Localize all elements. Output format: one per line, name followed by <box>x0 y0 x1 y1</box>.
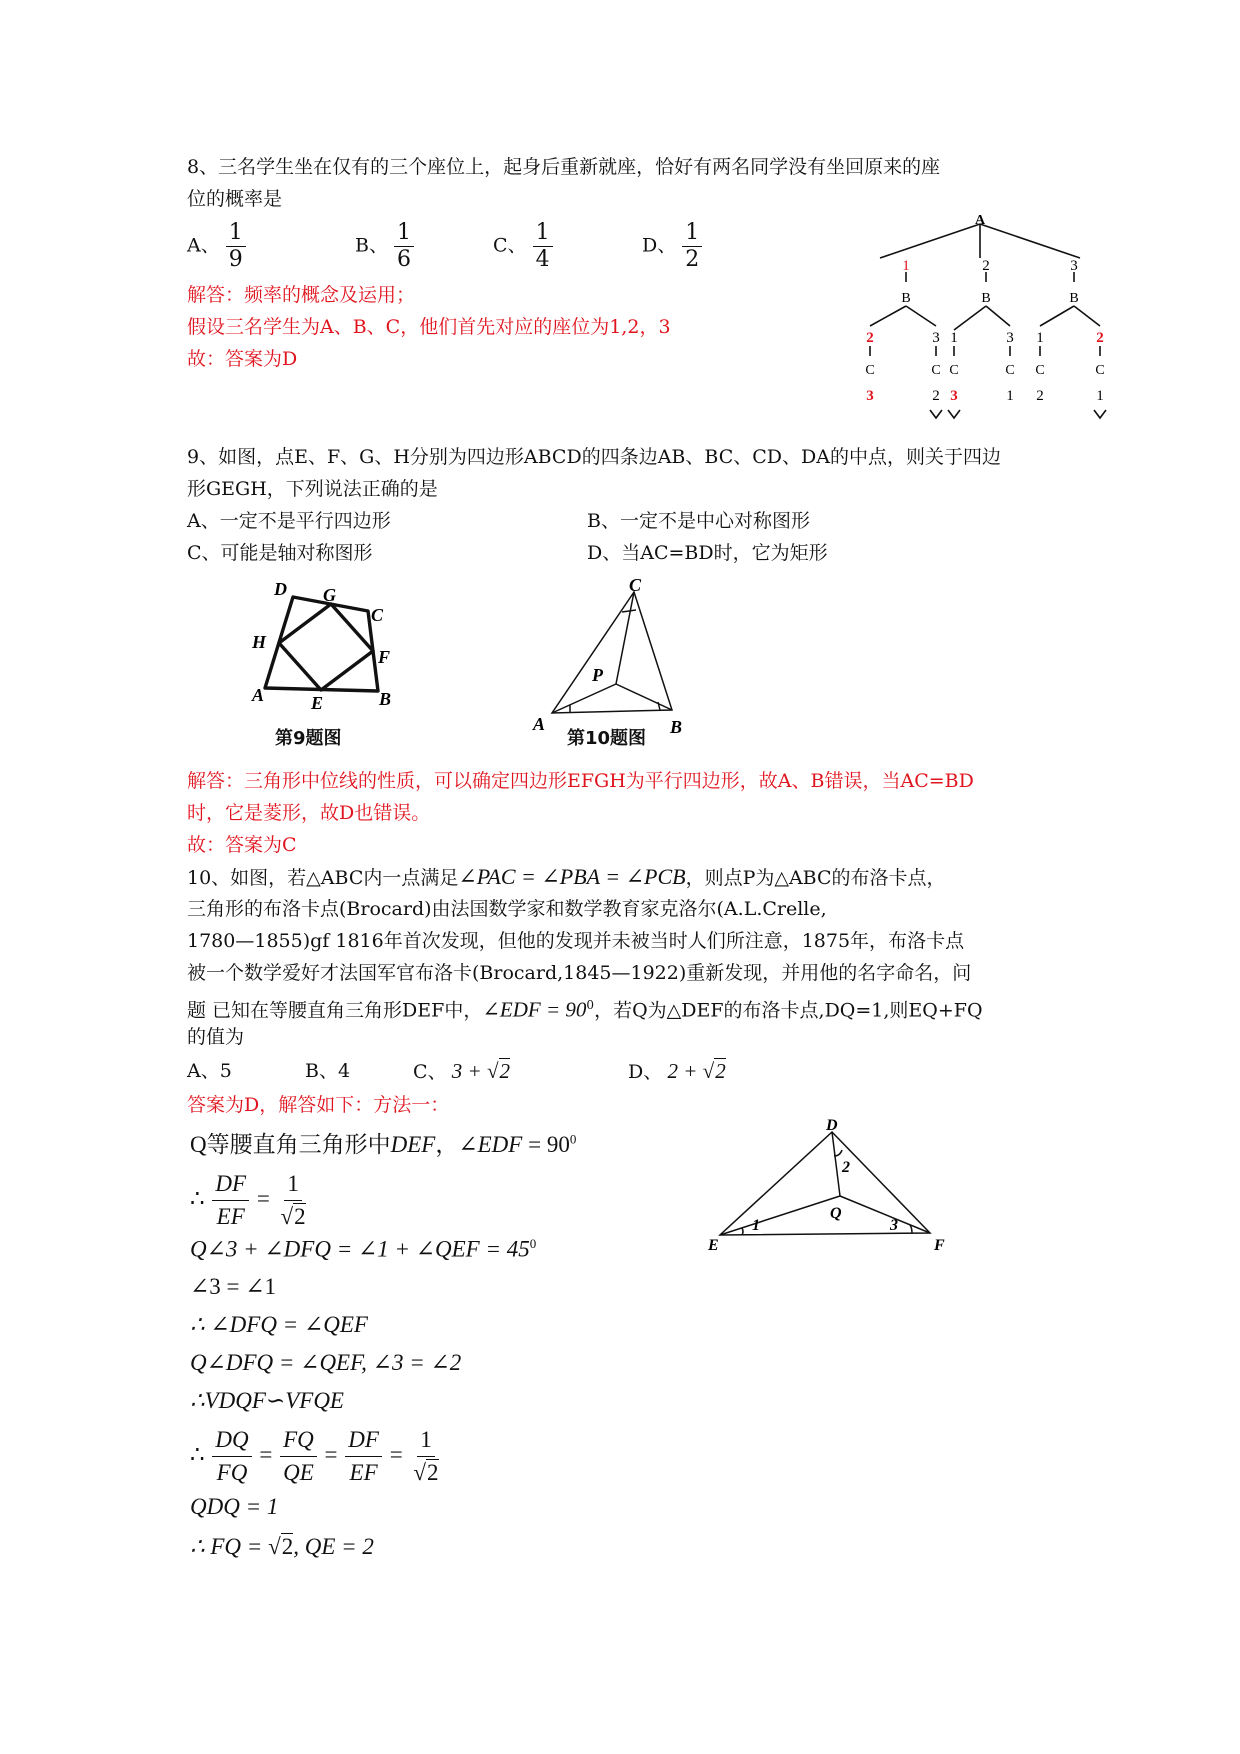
svg-text:1: 1 <box>752 1217 760 1234</box>
svg-text:A: A <box>533 714 546 734</box>
q8-tree-diagram <box>840 210 1130 425</box>
q10-text-line2: 三角形的布洛卡点(Brocard)由法国数学家和数学教育家克洛尔(A.L.Crelle, <box>187 898 827 920</box>
step-9: QDQ = 1 <box>190 1494 279 1519</box>
q9-text-line1: 9、如图，点E、F、G、H分别为四边形ABCD的四条边AB、BC、CD、DA的中点，则关于四边 <box>187 446 1001 468</box>
q9-answer-line3: 故：答案为C <box>187 834 297 856</box>
tree-l3-1: 3 <box>866 388 874 404</box>
q10-option-c: C、 3 + √2 <box>413 1059 510 1083</box>
q10-def-triangle-figure <box>700 1110 960 1260</box>
svg-text:G: G <box>323 585 336 605</box>
q10-text-line4: 被一个数学爱好才法国军官布洛卡(Brocard,1845—1922)重新发现，并用他的名字命名，问 <box>187 962 972 984</box>
step-8: ∴ $\frac{DQ}{FQ}$ = $\frac{FQ}{QE}$ = $\frac{DF}{EF}$ = $\frac{1}{√2}$ <box>190 1424 444 1489</box>
step-3: Q∠3 + ∠DFQ = ∠1 + ∠QEF = $45^0$ <box>190 1236 537 1262</box>
q9-figure-caption: 第9题图 <box>275 728 342 749</box>
q10-text-line6: 的值为 <box>187 1026 245 1048</box>
tree-l3-5: 2 <box>1036 388 1044 404</box>
q9-answer-line2: 时，它是菱形，故D也错误。 <box>187 802 431 824</box>
tree-b-1: B <box>901 291 911 306</box>
q8-text-line2: 位的概率是 <box>187 188 283 210</box>
tree-c-3: C <box>949 363 959 378</box>
q8-option-c: C、 $\frac{1}{4}$ <box>493 220 553 273</box>
step-10: ∴ FQ = √2, QE = 2 <box>190 1534 374 1559</box>
tree-l2-5: 1 <box>1036 330 1044 346</box>
q9-option-b: B、一定不是中心对称图形 <box>587 510 810 532</box>
q8-option-d: D、 $\frac{1}{2}$ <box>642 220 702 273</box>
tree-l3-4: 1 <box>1006 388 1014 404</box>
step-1: Q等腰直角三角形中DEF，∠EDF = $90^0$ <box>190 1131 577 1157</box>
q10-text-line5: 题 已知在等腰直角三角形DEF中，∠EDF = $90^0$，若Q为△DEF的布洛卡点,DQ=1,则EQ+FQ <box>187 997 983 1022</box>
tree-l2-1: 2 <box>866 330 874 346</box>
svg-text:Q: Q <box>830 1205 842 1222</box>
tree-c-6: C <box>1095 363 1105 378</box>
svg-text:A: A <box>252 685 265 705</box>
q8-answer-line2: 假设三名学生为A、B、C，他们首先对应的座位为1,2，3 <box>187 316 671 338</box>
q9-option-a: A、一定不是平行四边形 <box>187 510 391 532</box>
tree-l2-3: 1 <box>950 330 958 346</box>
tree-b-3: B <box>1069 291 1079 306</box>
q9-text-line2: 形GEGH，下列说法正确的是 <box>187 478 438 500</box>
tree-root-a: A <box>974 213 986 228</box>
q8-option-b: B、 $\frac{1}{6}$ <box>355 220 414 273</box>
step-5: ∴ ∠DFQ = ∠QEF <box>190 1312 368 1337</box>
tree-b-2: B <box>981 291 991 306</box>
svg-text:3: 3 <box>890 1217 898 1234</box>
tree-c-1: C <box>865 363 875 378</box>
svg-text:P: P <box>592 665 603 685</box>
q9-option-d: D、当AC=BD时，它为矩形 <box>587 542 828 564</box>
q10-option-d: D、 2 + √2 <box>628 1059 726 1083</box>
q8-answer-line1: 解答：频率的概念及运用； <box>187 284 416 306</box>
svg-text:F: F <box>378 647 391 667</box>
q10-text-line3: 1780—1855)gf 1816年首次发现，但他的发现并未被当时人们所注意，1875年，布洛卡点 <box>187 930 965 952</box>
svg-text:D: D <box>826 1117 838 1134</box>
q10-option-b: B、4 <box>305 1060 351 1082</box>
svg-text:F: F <box>934 1237 945 1254</box>
tree-l2-2: 3 <box>932 330 940 346</box>
svg-text:B: B <box>670 717 683 737</box>
tree-c-4: C <box>1005 363 1015 378</box>
svg-text:H: H <box>252 632 267 652</box>
svg-text:E: E <box>311 693 324 713</box>
svg-text:D: D <box>274 579 287 599</box>
tree-l1-1: 1 <box>902 258 910 274</box>
svg-text:C: C <box>629 578 642 595</box>
q9-option-c: C、可能是轴对称图形 <box>187 542 373 564</box>
q8-answer-line3: 故：答案为D <box>187 348 298 370</box>
tree-l3-3: 3 <box>950 388 958 404</box>
tree-l2-4: 3 <box>1006 330 1014 346</box>
tree-l3-2: 2 <box>932 388 940 404</box>
tree-l1-2: 2 <box>982 258 990 274</box>
step-4: ∠3 = ∠1 <box>190 1274 277 1299</box>
q8-text-line1: 8、三名学生坐在仅有的三个座位上，起身后重新就座，恰好有两名同学没有坐回原来的座 <box>187 156 941 178</box>
q10-triangle-figure <box>530 578 700 738</box>
q8-option-a: A、 $\frac{1}{9}$ <box>187 220 246 273</box>
q10-option-a: A、5 <box>187 1060 232 1082</box>
tree-l3-6: 1 <box>1096 388 1104 404</box>
step-2: ∴ $\frac{DF}{EF}$ = $\frac{1}{√2}$ <box>190 1168 311 1233</box>
q10-figure-caption: 第10题图 <box>567 728 647 749</box>
tree-c-5: C <box>1035 363 1045 378</box>
q10-answer-head: 答案为D，解答如下：方法一： <box>187 1094 450 1116</box>
tree-l1-3: 3 <box>1070 258 1078 274</box>
q9-answer-line1: 解答：三角形中位线的性质，可以确定四边形EFGH为平行四边形，故A、B错误，当AC=BD <box>187 770 974 792</box>
step-6: Q∠DFQ = ∠QEF, ∠3 = ∠2 <box>190 1350 462 1375</box>
svg-text:2: 2 <box>842 1159 850 1176</box>
svg-text:E: E <box>708 1237 719 1254</box>
q10-text-line1: 10、如图，若△ABC内一点满足∠PAC = ∠PBA = ∠PCB，则点P为△ABC的布洛卡点， <box>187 864 946 889</box>
svg-text:B: B <box>379 689 392 709</box>
step-7: ∴VDQF∽VFQE <box>190 1388 344 1413</box>
tree-c-2: C <box>931 363 941 378</box>
q9-quadrilateral-figure <box>240 575 420 715</box>
svg-text:C: C <box>371 605 384 625</box>
tree-l2-6: 2 <box>1096 330 1104 346</box>
